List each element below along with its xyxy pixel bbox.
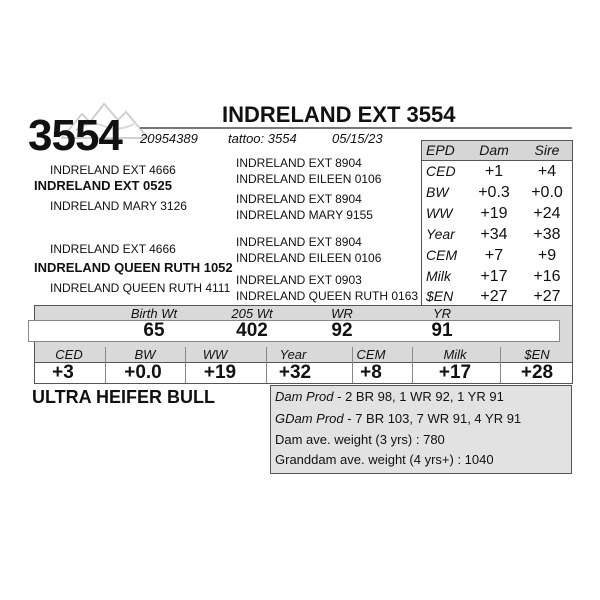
pedigree-ggs-4: INDRELAND EXT 0903 [236,273,362,287]
pedigree-ggs-3: INDRELAND EXT 8904 [236,235,362,249]
epd-label-bw: BW [134,347,156,362]
pedigree-ggd-4: INDRELAND QUEEN RUTH 0163 [236,289,419,303]
epd-row-dam: +34 [480,226,508,243]
pedigree-ggd-3: INDRELAND EILEEN 0106 [236,251,382,265]
registration-number: 20954389 [140,131,198,146]
pedigree-dam-sire: INDRELAND EXT 4666 [50,242,176,256]
epd-value-milk: +17 [438,362,472,383]
epd-header-sire: Sire [534,142,560,158]
pedigree-dam-dam: INDRELAND QUEEN RUTH 4111 [50,281,231,295]
title-underline [140,127,572,129]
weight-value-yr: 91 [431,320,453,341]
epd-label-ww: WW [202,347,228,362]
weight-label-birth: Birth Wt [130,306,178,321]
epd-row [422,224,572,245]
pedigree-ggd-1: INDRELAND EILEEN 0106 [236,172,382,186]
epd-row-label: CEM [426,247,458,263]
epd-label-milk: Milk [443,347,467,362]
epd-header-label: EPD [426,142,455,158]
epd-row-dam: +0.3 [478,184,510,201]
epd-row [422,182,572,203]
epd-row-sire: +27 [533,288,561,305]
epd-value-ww: +19 [203,362,237,383]
epd-divider [412,347,413,383]
epd-row-label: WW [426,205,453,221]
epd-table-header [422,141,572,161]
epd-divider [105,347,106,383]
epd-row-label: BW [426,184,449,200]
epd-label-cem: CEM [356,347,386,362]
epd-row-dam: +27 [480,288,508,305]
epd-label-year: Year [279,347,307,362]
dam-production-label: Dam Prod [275,389,334,404]
gdam-production-line [275,411,521,427]
epd-row [422,286,572,307]
epd-row-label: Milk [426,268,451,284]
birth-date: 05/15/23 [332,131,383,146]
epd-row [422,266,572,287]
epd-row [422,245,572,266]
epd-row-sire: +16 [533,268,561,285]
granddam-average-weight: Granddam ave. weight (4 yrs+) : 1040 [275,452,494,467]
epd-label-ced: CED [55,347,83,362]
pedigree-ggd-2: INDRELAND MARY 9155 [236,208,373,222]
pedigree-dam: INDRELAND QUEEN RUTH 1052 [34,260,233,275]
dam-average-weight: Dam ave. weight (3 yrs) : 780 [275,432,445,447]
epd-header-dam: Dam [479,142,509,158]
epd-comparison-table [421,140,573,308]
pedigree-sire-dam: INDRELAND MARY 3126 [50,199,187,213]
pedigree-sire-sire: INDRELAND EXT 4666 [50,163,176,177]
dam-production-line [275,389,504,405]
epd-value-en: +28 [520,362,554,383]
pedigree-sire: INDRELAND EXT 0525 [34,178,172,193]
epd-row [422,203,572,224]
weight-value-wr: 92 [331,320,353,341]
epd-row-label: CED [426,163,456,179]
lot-number: 3554 [28,111,122,160]
tattoo: tattoo: 3554 [228,131,297,146]
epd-row-dam: +7 [484,247,504,264]
epd-row [422,161,572,182]
dam-production-text: - 2 BR 98, 1 WR 92, 1 YR 91 [333,389,504,404]
epd-divider [500,347,501,383]
epd-row-sire: +24 [533,205,561,222]
pedigree-ggs-1: INDRELAND EXT 8904 [236,156,362,170]
epd-row-sire: +0.0 [531,184,563,201]
epd-row-label: Year [426,226,455,242]
gdam-production-text: - 7 BR 103, 7 WR 91, 4 YR 91 [343,411,522,426]
epd-value-year: +32 [278,362,312,383]
weight-label-yr: YR [432,306,452,321]
epd-value-bw: +0.0 [124,362,162,383]
epd-value-cem: +8 [360,362,382,383]
gdam-production-label: GDam Prod [275,411,344,426]
epd-value-ced: +3 [52,362,74,383]
bull-designation: ULTRA HEIFER BULL [32,387,215,407]
epd-row-sire: +9 [537,247,557,264]
epd-row-sire: +4 [537,163,557,180]
epd-label-en: $EN [524,347,550,362]
weight-value-205: 402 [236,320,268,341]
animal-name: INDRELAND EXT 3554 [222,102,456,127]
epd-row-dam: +19 [480,205,508,222]
weight-label-205: 205 Wt [231,306,273,321]
epd-row-dam: +1 [484,163,504,180]
weight-label-wr: WR [331,306,353,321]
pedigree-ggs-2: INDRELAND EXT 8904 [236,192,362,206]
production-records-box [270,385,572,474]
epd-row-dam: +17 [480,268,508,285]
weight-value-birth: 65 [143,320,165,341]
epd-row-sire: +38 [533,226,561,243]
epd-row-label: $EN [426,288,454,304]
